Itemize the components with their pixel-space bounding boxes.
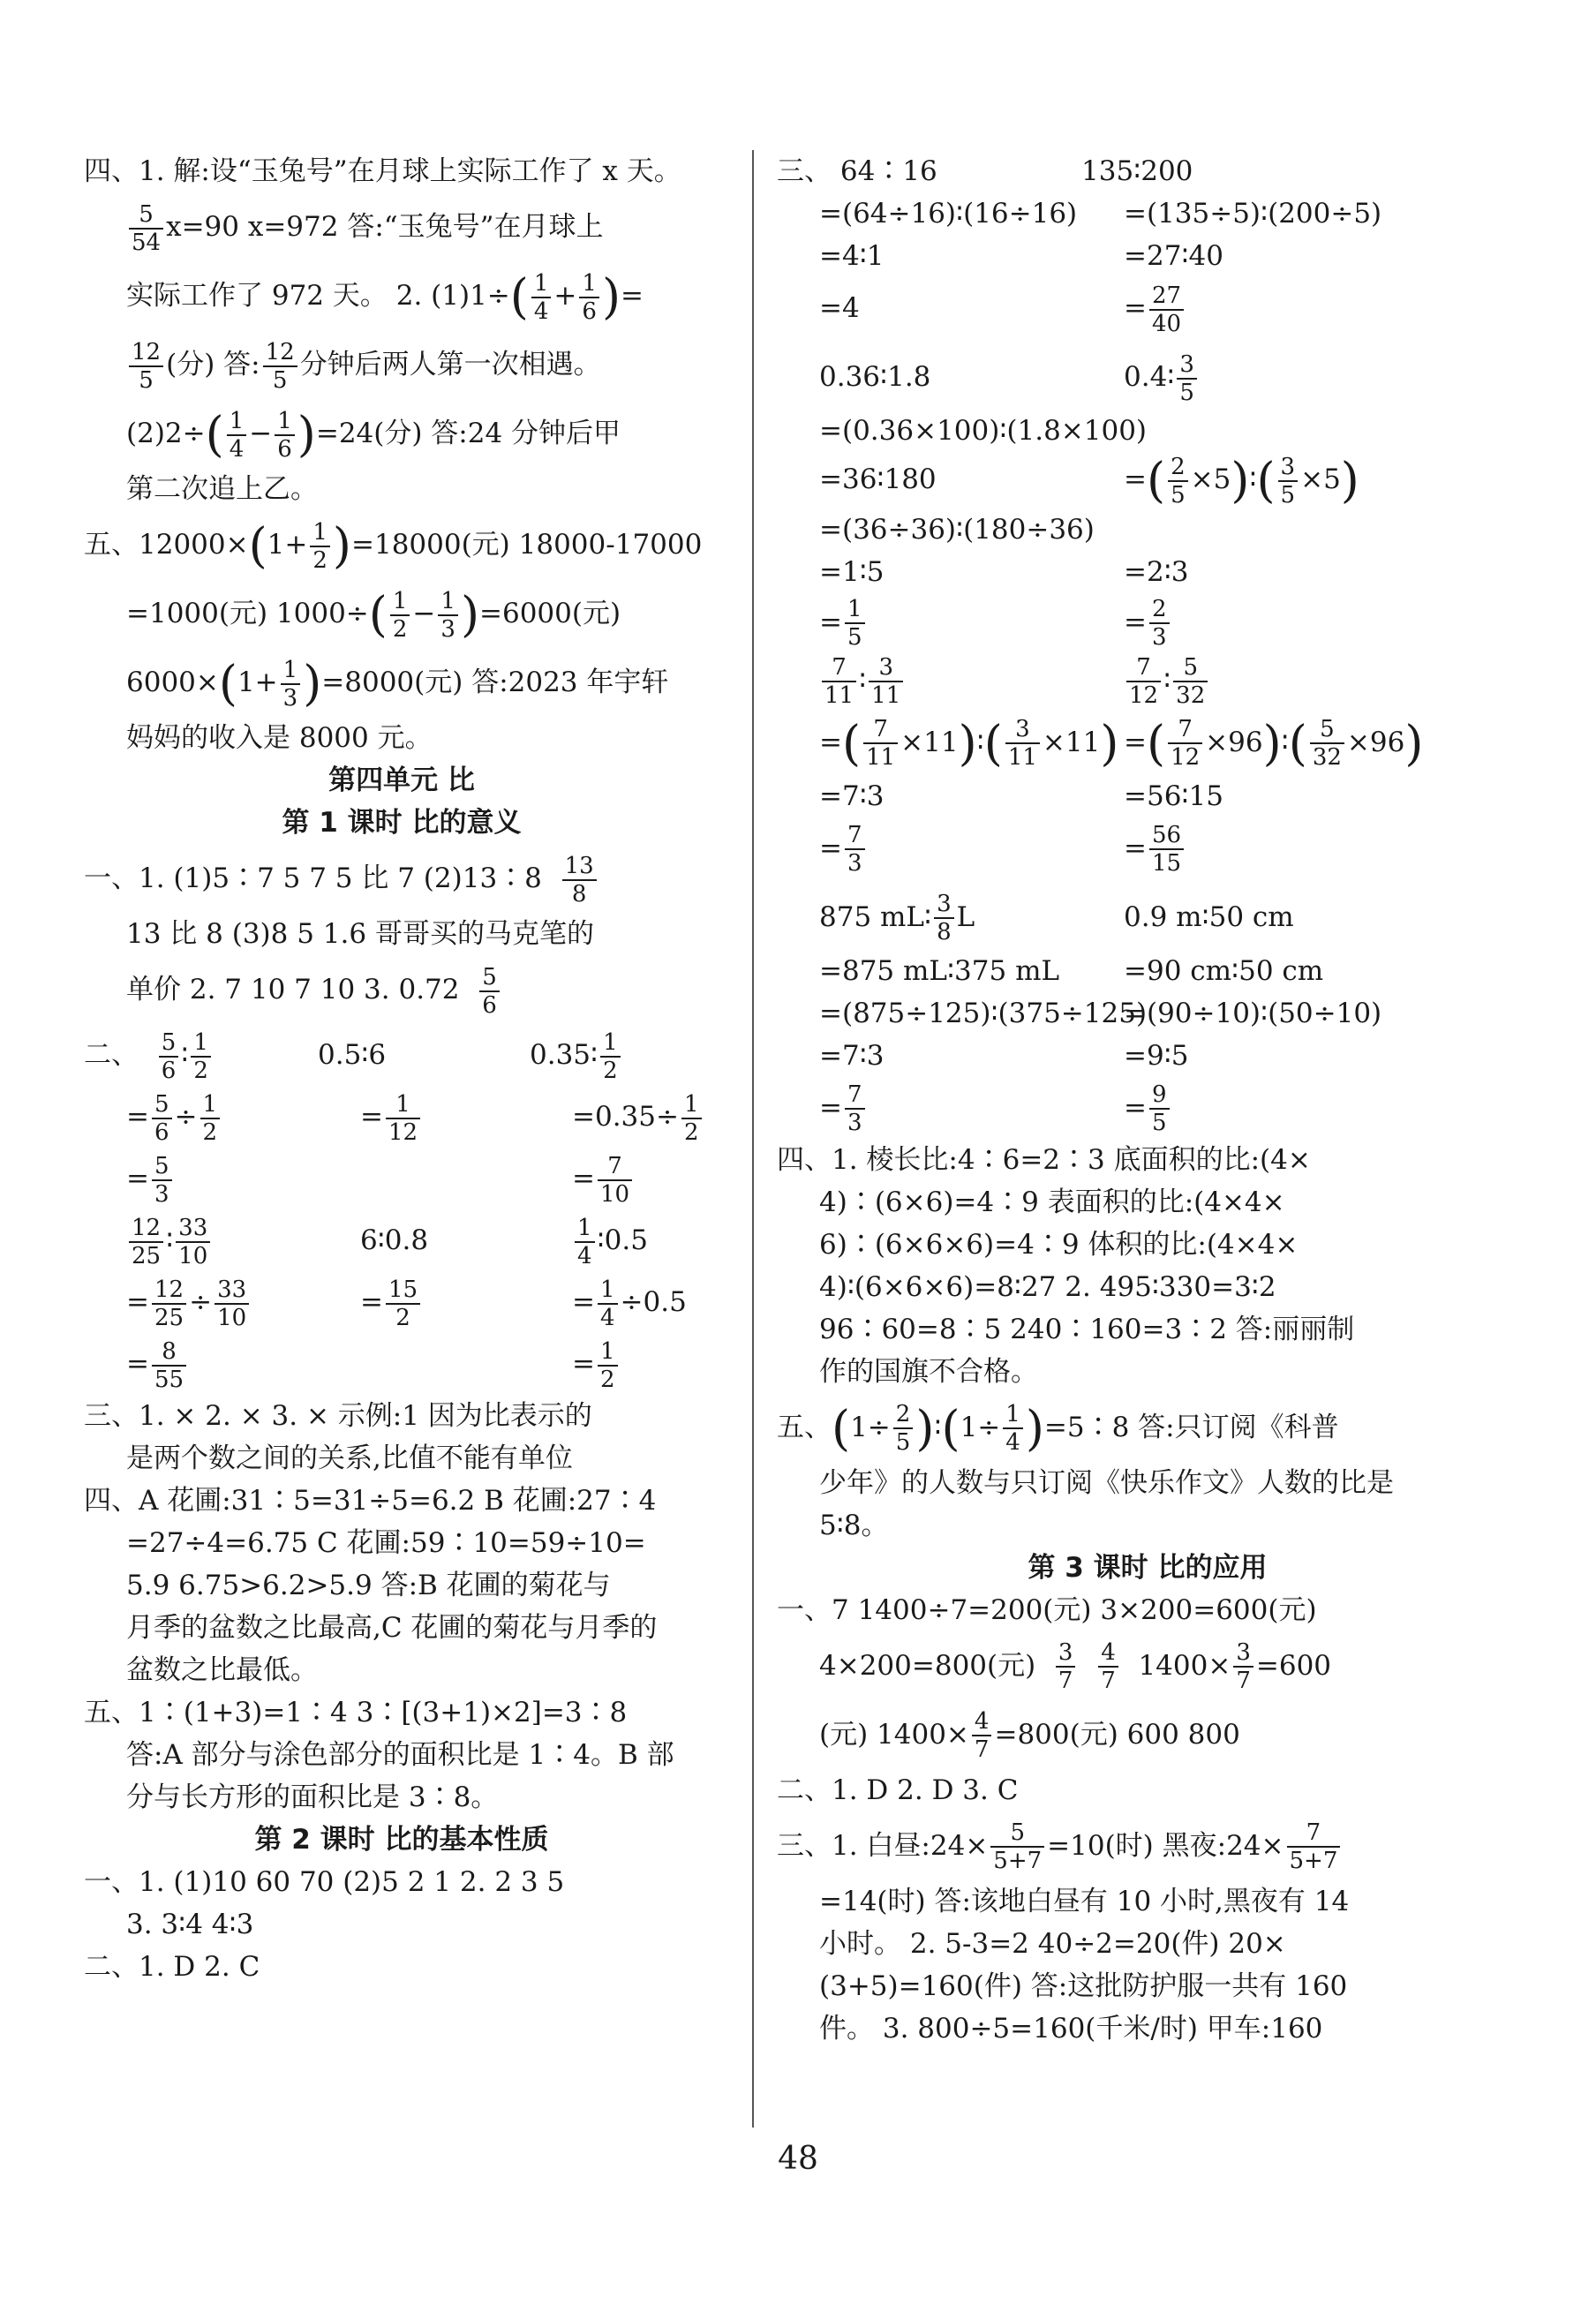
line: 第二次追上乙。 bbox=[126, 473, 318, 505]
line: 少年》的人数与只订阅《快乐作文》人数的比是 bbox=[819, 1466, 1394, 1499]
line: 96∶60=8∶5 240∶160=3∶2 答:丽丽制 bbox=[819, 1313, 1355, 1345]
lesson-title: 第 3 课时 比的应用 bbox=[1028, 1551, 1268, 1584]
line: 6000×(1+ $\frac{1}{3}$ )=8000(元) 答:2023 年宇轩 bbox=[126, 655, 669, 712]
line: 是两个数之间的关系,比值不能有单位 bbox=[126, 1442, 573, 1474]
line: 5.9 6.75>6.2>5.9 答:B 花圃的菊花与 bbox=[126, 1570, 611, 1601]
ratio-grid: 三、 64∶16 135∶200 bbox=[777, 155, 1193, 187]
calc-grid: 二、 $\frac{5}{6}$ ∶ $\frac{1}{2}$ 0.5∶6 0.35∶ $\frac{1}{2}$ bbox=[84, 1024, 719, 1086]
line: 4)∶(6×6)=4∶9 表面积的比:(4×4× bbox=[819, 1186, 1285, 1218]
line: =27÷4=6.75 C 花圃:59∶10=59÷10= bbox=[126, 1527, 646, 1559]
line: 妈妈的收入是 8000 元。 bbox=[126, 722, 433, 754]
line: 五、(1÷ $\frac{2}{5}$ )∶(1÷ $\frac{1}{4}$ )=5∶8 答:只订阅《科普 bbox=[777, 1400, 1339, 1456]
line: $\frac{5}{54}$ x=90 x=972 答:“玉兔号”在月球上 bbox=[84, 192, 719, 261]
line: 单价 2. 7 10 7 10 3. 0.72 $\frac{5}{6}$ bbox=[84, 955, 719, 1024]
line: (元) 1400× $\frac{4}{7}$ =800(元) 600 800 bbox=[819, 1708, 1240, 1763]
line: 一、1. (1)5∶7 5 7 5 比 7 (2)13∶8 $\frac{13}{8}$ bbox=[84, 844, 719, 913]
line: 实际工作了 972 天。 2. (1)1÷( $\frac{1}{4}$ + $\frac{1}{6}$ )= bbox=[126, 268, 644, 325]
line: 二、1. D 2. C bbox=[84, 1951, 260, 1983]
line: 小时。 2. 5-3=2 40÷2=20(件) 20× bbox=[819, 1927, 1286, 1960]
page-number: 48 bbox=[778, 2141, 818, 2177]
line: 作的国旗不合格。 bbox=[819, 1355, 1038, 1388]
line: 6)∶(6×6×6)=4∶9 体积的比:(4×4× bbox=[819, 1228, 1299, 1261]
line: 一、7 1400÷7=200(元) 3×200=600(元) bbox=[777, 1593, 1317, 1626]
line: 分与长方形的面积比是 3∶8。 bbox=[126, 1781, 499, 1813]
line: 4×200=800(元) $\frac{3}{7}$ $\frac{4}{7}$ 1400× $\frac{3}{7}$ =600 bbox=[819, 1639, 1332, 1694]
line: 月季的盆数之比最高,C 花圃的菊花与月季的 bbox=[126, 1612, 658, 1644]
fraction: $\frac{5}{54}$ bbox=[129, 201, 163, 256]
line: 3. 3∶4 4∶3 bbox=[126, 1909, 254, 1940]
line: 件。 3. 800÷5=160(千米/时) 甲车:160 bbox=[819, 2012, 1323, 2045]
unit-title: 第四单元 比 bbox=[328, 764, 475, 796]
lesson-title: 第 1 课时 比的意义 bbox=[282, 807, 522, 839]
line: 四、1. 棱长比:4∶6=2∶3 底面积的比:(4× bbox=[777, 1143, 1311, 1176]
line: 四、A 花圃:31∶5=31÷5=6.2 B 花圃:27∶4 bbox=[84, 1485, 657, 1517]
line: (3+5)=160(件) 答:这批防护服一共有 160 bbox=[819, 1969, 1348, 2002]
line: (2)2÷( $\frac{1}{4}$ − $\frac{1}{6}$ )=24(分) 答:24 分钟后甲 bbox=[126, 406, 621, 463]
line: 四、1. 解:设“玉兔号”在月球上实际工作了 x 天。 bbox=[84, 155, 681, 187]
line: 二、1. D 2. D 3. C bbox=[777, 1774, 1019, 1806]
line: 盆数之比最低。 bbox=[126, 1654, 318, 1686]
right-column: 三、 64∶16 135∶200 =(64÷16)∶(16÷16) =(135÷5)∶(200÷5) =4∶1 =27∶40 =4 = $\frac{27}{40}$ 0.36∶1.8 0.4∶ $\frac{3}{5}$ =(0.36×100)∶(1.8×100) =36∶180 =( $\frac{2}{5}$ ×5)∶( $\frac{3}{5}$ ×5) =(36÷36)∶(180÷36) =1∶5 =2∶3 = $\frac{1}{5}$ = $\frac{2}{3}$ $\frac{7}{11}$ ∶ $\frac{3}{11}$ $\frac{7}{12}$ ∶ $\frac{5}{32}$ =( $\frac{7}{11}$ ×11)∶( $\frac{3}{11}$ ×11) =( $\frac{7}{12}$ ×96)∶( $\frac{5}{32}$ ×96) =7∶3 =56∶15 = $\frac{7}{3}$ = $\frac{56}{15}$ 875 mL∶ $\frac{3}{8}$ L 0.9 m∶50 cm =875 mL∶375 mL =90 cm∶50 cm =(875÷125)∶(375÷125) =(90÷10)∶(50÷10) =7∶3 =9∶5 = $\frac{7}{3}$ = $\frac{9}{5}$ 四、1. 棱长比:4∶6=2∶3 底面积的比:(4× 4)∶(6×6)=4∶9 表面积的比:(4×4× 6)∶(6×6×6)=4∶9 体积的比:(4×4× 4)∶(6×6×6)=8∶27 2. 495∶330=3∶2 96∶60=8∶5 240∶160=3∶2 答:丽丽制 作的国旗不合格。 五、(1÷ $\frac{2}{5}$ )∶(1÷ $\frac{1}{4}$ )=5∶8 答:只订阅《科普 少年》的人数与只订阅《快乐作文》人数的比是 5∶8。 第 3 课时 比的应用 一、7 1400÷7=200(元) 3×200=600(元) 4×200=800(元) $\frac{3}{7}$ $\frac{4}{7}$ 1400× $\frac{3}{7}$ =600 (元) 1400× $\frac{4}{7}$ =800(元) 600 800 二、1. D 2. D 3. C 三、1. 白昼:24× $\frac{5}{5+7}$ =10(时) 黑夜:24× $\frac{7}{5+7}$ =14(时) 答:该地白昼有 10 小时,黑夜有 14 小时。 2. 5-3=2 40÷2=20(件) 20× (3+5)=160(件) 答:这批防护服一共有 160 件。 3. 800÷5=160(千米/时) 甲车:160 bbox=[777, 150, 1518, 2050]
line: 三、1. 白昼:24× $\frac{5}{5+7}$ =10(时) 黑夜:24× $\frac{7}{5+7}$ bbox=[777, 1811, 1518, 1880]
line: =1000(元) 1000÷( $\frac{1}{2}$ − $\frac{1}{3}$ )=6000(元) bbox=[126, 586, 621, 643]
line: =14(时) 答:该地白昼有 10 小时,黑夜有 14 bbox=[819, 1885, 1350, 1917]
line: 5∶8。 bbox=[819, 1509, 889, 1541]
left-column: 四、1. 解:设“玉兔号”在月球上实际工作了 x 天。 $\frac{5}{54}$ x=90 x=972 答:“玉兔号”在月球上 实际工作了 972 天。 2. (1)1÷( $\frac{1}{4}$ + $\frac{1}{6}$ )= $\frac{12}{5}$ (分) 答: $\frac{12}{5}$ 分钟后两人第一次相遇。 (2)2÷( $\frac{1}{4}$ − $\frac{1}{6}$ )=24(分) 答:24 分钟后甲 第二次追上乙。 五、12000×(1+ $\frac{1}{2}$ )=18000(元) 18000-17000 =1000(元) 1000÷( $\frac{1}{2}$ − $\frac{1}{3}$ )=6000(元) 6000×(1+ $\frac{1}{3}$ )=8000(元) 答:2023 年宇轩 妈妈的收入是 8000 元。 第四单元 比 第 1 课时 比的意义 一、1. (1)5∶7 5 7 5 比 7 (2)13∶8 $\frac{13}{8}$ 13 比 8 (3)8 5 1.6 哥哥买的马克笔的 单价 2. 7 10 7 10 3. 0.72 $\frac{5}{6}$ 二、 $\frac{5}{6}$ ∶ $\frac{1}{2}$ 0.5∶6 0.35∶ $\frac{1}{2}$ = $\frac{5}{6}$ ÷ $\frac{1}{2}$ = $\frac{1}{12}$ =0.35÷ $\frac{1}{2}$ = $\frac{5}{3}$ = $\frac{7}{10}$ $\frac{12}{25}$ ∶ $\frac{33}{10}$ 6∶0.8 $\frac{1}{4}$ ∶0.5 = $\frac{12}{25}$ ÷ $\frac{33}{10}$ = $\frac{15}{2}$ = $\frac{1}{4}$ ÷0.5 = $\frac{8}{55}$ = $\frac{1}{2}$ 三、1. × 2. × 3. × 示例:1 因为比表示的 是两个数之间的关系,比值不能有单位 四、A 花圃:31∶5=31÷5=6.2 B 花圃:27∶4 =27÷4=6.75 C 花圃:59∶10=59÷10= 5.9 6.75>6.2>5.9 答:B 花圃的菊花与 月季的盆数之比最高,C 花圃的菊花与月季的 盆数之比最低。 五、1∶(1+3)=1∶4 3∶[(3+1)×2]=3∶8 答:A 部分与涂色部分的面积比是 1∶4。B 部 分与长方形的面积比是 3∶8。 第 2 课时 比的基本性质 一、1. (1)10 60 70 (2)5 2 1 2. 2 3 5 3. 3∶4 4∶3 二、1. D 2. C bbox=[84, 150, 719, 1988]
lesson-title: 第 2 课时 比的基本性质 bbox=[254, 1824, 549, 1856]
line: 答:A 部分与涂色部分的面积比是 1∶4。B 部 bbox=[126, 1739, 674, 1771]
line: $\frac{12}{5}$ (分) 答: $\frac{12}{5}$ 分钟后两人第一次相遇。 bbox=[84, 330, 719, 399]
line: 13 比 8 (3)8 5 1.6 哥哥买的马克笔的 bbox=[126, 918, 594, 950]
line: 三、1. × 2. × 3. × 示例:1 因为比表示的 bbox=[84, 1400, 592, 1432]
line: 一、1. (1)10 60 70 (2)5 2 1 2. 2 3 5 bbox=[84, 1866, 565, 1898]
line: 4)∶(6×6×6)=8∶27 2. 495∶330=3∶2 bbox=[819, 1270, 1276, 1303]
line: 五、12000×(1+ $\frac{1}{2}$ )=18000(元) 18000-17000 bbox=[84, 517, 703, 574]
column-divider bbox=[752, 150, 754, 2128]
line: 五、1∶(1+3)=1∶4 3∶[(3+1)×2]=3∶8 bbox=[84, 1697, 628, 1728]
